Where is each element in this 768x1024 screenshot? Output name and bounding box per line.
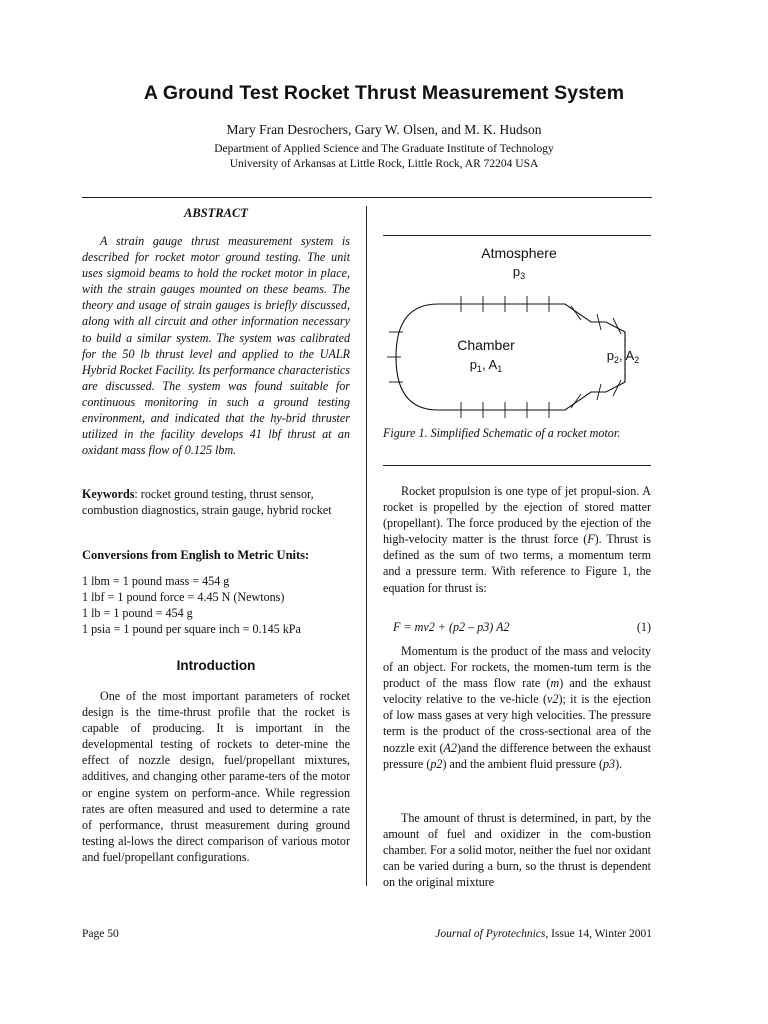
journal-citation: Journal of Pyrotechnics, Issue 14, Winter 2001: [435, 928, 652, 940]
figure-top-rule: [383, 235, 651, 236]
page-number: Page 50: [82, 928, 119, 940]
chamber-outline: [396, 304, 625, 410]
author-list: Mary Fran Desrochers, Gary W. Olsen, and M. K. Hudson: [226, 122, 542, 137]
rocket-motor-schematic: [383, 238, 651, 420]
conversion-line: 1 lbm = 1 pound mass = 454 g: [82, 574, 230, 588]
keywords-text: : rocket ground testing, thrust sensor, combustion diagnostics, strain gauge, hybrid rocket: [82, 487, 332, 518]
header-divider: [82, 197, 652, 198]
paper-title: A Ground Test Rocket Thrust Measurement System: [143, 82, 625, 104]
abstract-section: [82, 233, 350, 458]
p1-a1-label: $p_1$, $A_1$: [469, 357, 503, 374]
equation-number: (1): [636, 620, 651, 634]
abstract-text: A strain gauge thrust measurement system is described for rocket motor ground testing. The unit uses sigmoid beams to hold the rocket motor in place, with the strain gauges mounted on these beams. The theory and usage of strain gauges is briefly discussed, along with all circuit and other information necessary to build a similar system. The system was calibrated for the 50 lb thrust level and applied to the UALR Hybrid Rocket Facility. Its performance characteristics are discussed. The system was found suitable for continuous monitoring in such a ground testing environment, and indicated that the hy-brid thruster utilized in the facility develops 41 lbf thrust at an oxidant mass flow of 0.125 lbm.: [82, 234, 351, 458]
keywords-section: [82, 486, 350, 518]
column-divider: [366, 206, 367, 886]
introduction-text: One of the most important parameters of rocket design is the time-thrust profile that the rocket is capable of producing. It is important in the developmental testing of rockets to deter-mine the effect of nozzle design, fuel/propellant mixtures, additives, and changing other parame-ters of the motor or engine system on perform-ance. While regression rates are often measured and used to determine a rate of performance, thrust measurement during ground testing al-lows the direct comparison of various motor and fuel/propellant configurations.: [82, 689, 350, 864]
momentum-paragraph: Momentum is the product of the mass and velocity of an object. For rockets, the momen-tum term is the product of the mass flow rate (m) and the exhaust velocity relative to the ve-hicle (v2); it is the ejection of low mass gases at very high velocities. The pressure term is the product of the cross-sectional area of the nozzle exit (A2)and the difference between the exhaust pressure (p2) and the ambient fluid pressure (p3).: [383, 644, 651, 771]
thrust-intro-paragraph: Rocket propulsion is one type of jet propul-sion. A rocket is propelled by the ejection of stored matter (propellant). The force produced by the ejection of the high-velocity matter is the thrust force (F). Thrust is defined as the sum of two terms, a momentum term and a pressure term. With reference to Figure 1, the equation for thrust is:: [383, 484, 651, 595]
chamber-label: Chamber: [457, 337, 515, 353]
conversion-line: 1 lb = 1 pound = 454 g: [82, 606, 193, 620]
conversion-line: 1 psia = 1 pound per square inch = 0.145 kPa: [82, 622, 301, 636]
p2-a2-label: $p_2$, $A_2$: [606, 348, 640, 365]
conversions-heading: Conversions from English to Metric Units:: [82, 548, 310, 562]
introduction-section: [82, 688, 350, 865]
affiliation-line-2: University of Arkansas at Little Rock, Little Rock, AR 72204 USA: [229, 158, 539, 170]
conversions-list: [82, 573, 350, 637]
figure-bottom-rule: [383, 465, 651, 466]
fuel-oxidizer-paragraph: The amount of thrust is determined, in part, by the amount of fuel and oxidizer in the com-bustion chamber. For a solid motor, neither the fuel nor oxidant can be varied during a burn, so the thrust is dependent on the original mixture: [383, 811, 651, 890]
affiliation-line-1: Department of Applied Science and The Graduate Institute of Technology: [214, 143, 554, 155]
keywords-label: Keywords: [82, 487, 135, 501]
thrust-equation: F = mv2 + (p2 – p3) A2: [393, 620, 510, 634]
p3-label: $p_3$: [512, 264, 526, 281]
pressure-arrows: [387, 296, 621, 418]
atmosphere-label: Atmosphere: [481, 245, 557, 261]
figure-caption: Figure 1. Simplified Schematic of a rocket motor.: [383, 426, 621, 440]
conversion-line: 1 lbf = 1 pound force = 4.45 N (Newtons): [82, 590, 285, 604]
introduction-heading: Introduction: [176, 658, 256, 673]
abstract-heading: ABSTRACT: [184, 206, 248, 220]
